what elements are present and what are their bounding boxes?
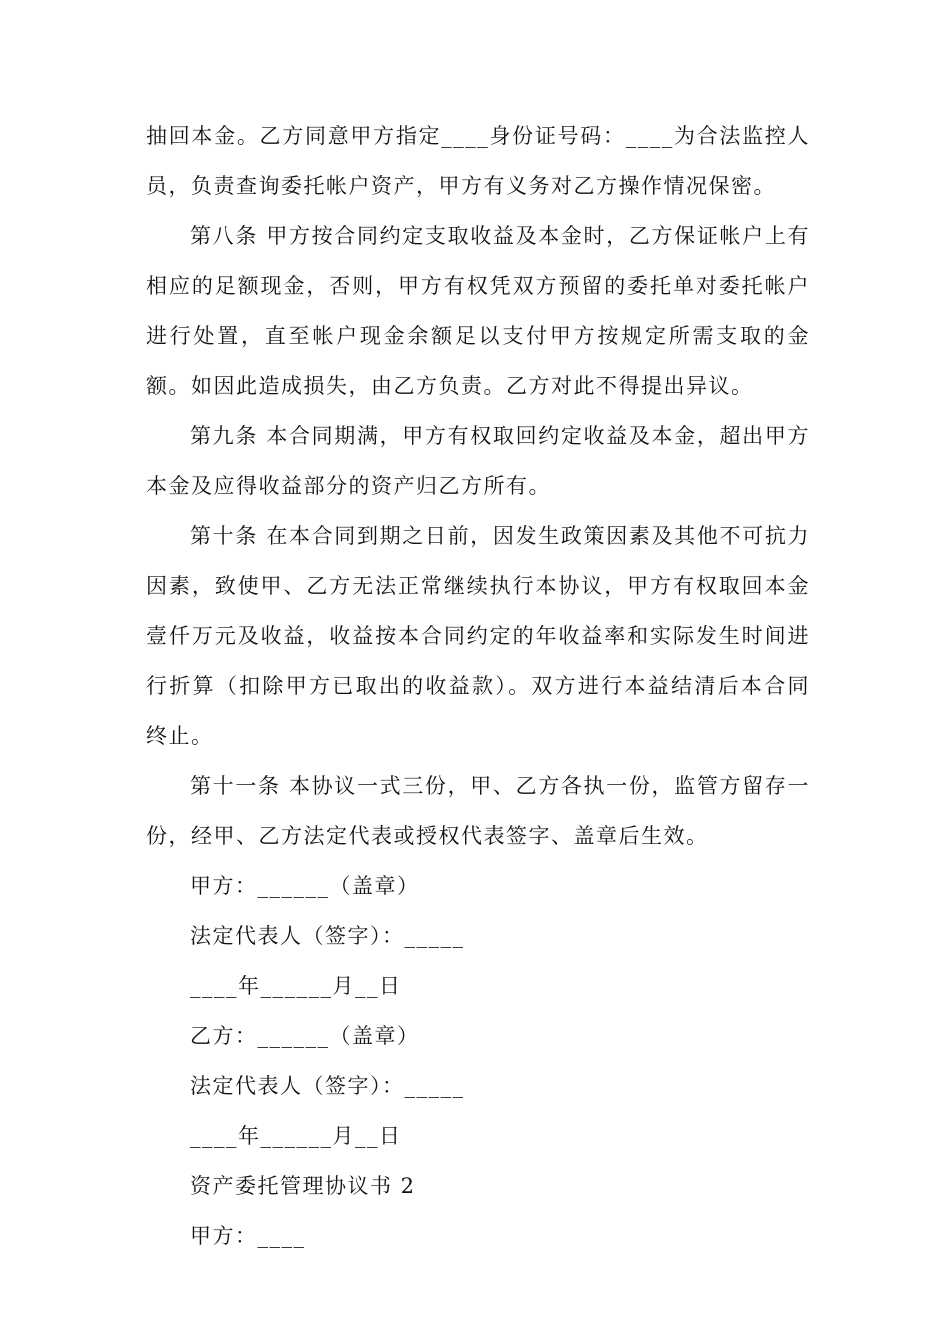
- party-b-seal-line: 乙方：______（盖章）: [190, 1024, 420, 1048]
- party-a-seal-line: 甲方：______（盖章）: [190, 874, 420, 898]
- agreement-2-title: 资产委托管理协议书 2: [190, 1174, 416, 1198]
- paragraph-article-11: 第十一条 本协议一式三份，甲、乙方各执一份，监管方留存一份，经甲、乙方法定代表或授权代表签字、盖章后生效。: [146, 774, 810, 848]
- document-body: [146, 111, 810, 1261]
- party-b-date-line: ____年______月__日: [190, 1124, 402, 1148]
- agreement-2-party-a-line: 甲方：____: [190, 1224, 306, 1248]
- party-a-representative-line: 法定代表人（签字）：_____: [190, 924, 465, 948]
- paragraph-supervisor-clause: 抽回本金。乙方同意甲方指定____身份证号码：____为合法监控人员，负责查询委托帐户资产，甲方有义务对乙方操作情况保密。: [146, 124, 810, 198]
- party-b-representative-line: 法定代表人（签字）：_____: [190, 1074, 465, 1098]
- party-a-date-line: ____年______月__日: [190, 974, 402, 998]
- paragraph-article-8: 第八条 甲方按合同约定支取收益及本金时，乙方保证帐户上有相应的足额现金，否则，甲方有权凭双方预留的委托单对委托帐户进行处置，直至帐户现金余额足以支付甲方按规定所需支取的金额。如因此造成损失，由乙方负责。乙方对此不得提出异议。: [146, 224, 810, 398]
- paragraph-article-10: 第十条 在本合同到期之日前，因发生政策因素及其他不可抗力因素，致使甲、乙方无法正常继续执行本协议，甲方有权取回本金壹仟万元及收益，收益按本合同约定的年收益率和实际发生时间进行折算（扣除甲方已取出的收益款）。双方进行本益结清后本合同终止。: [146, 524, 810, 748]
- paragraph-article-9: 第九条 本合同期满，甲方有权取回约定收益及本金，超出甲方本金及应得收益部分的资产归乙方所有。: [146, 424, 810, 498]
